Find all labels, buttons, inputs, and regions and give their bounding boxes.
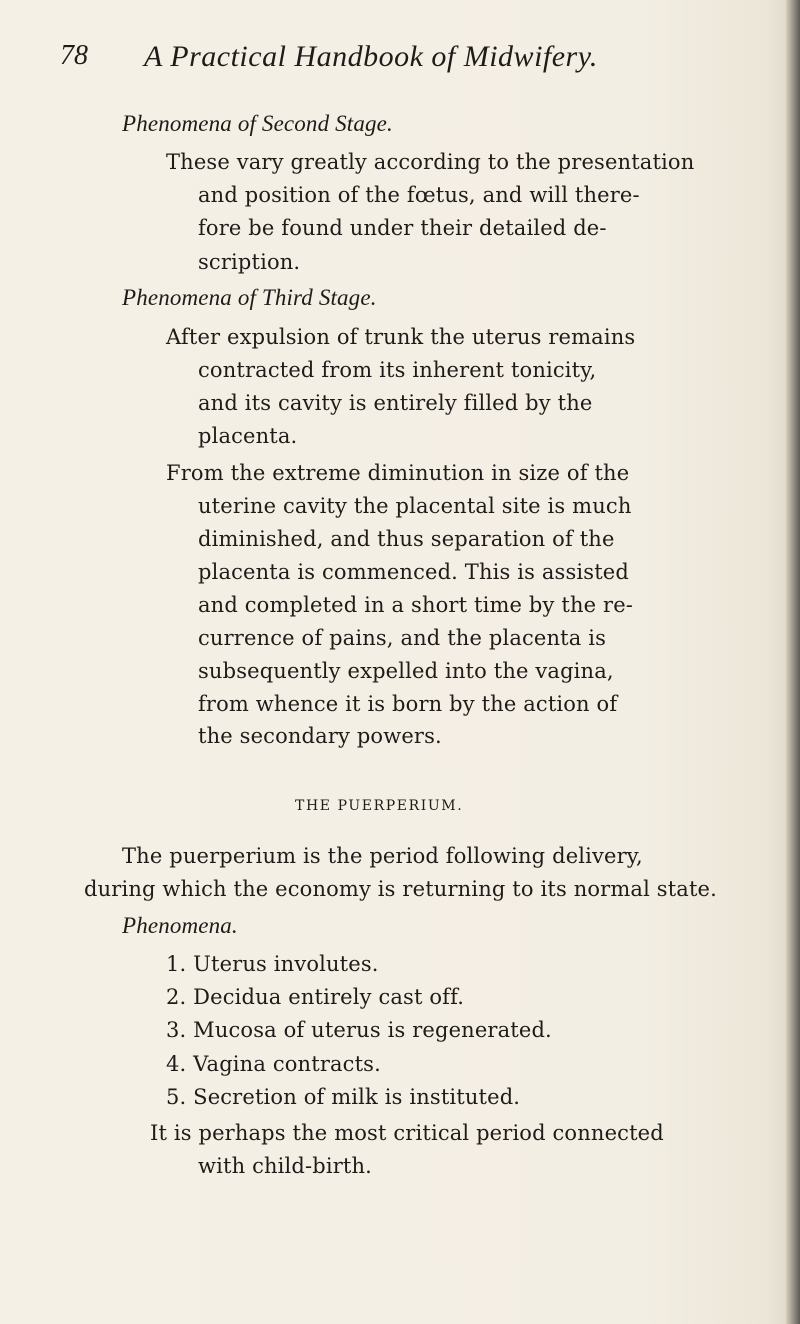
text-line: After expulsion of trunk the uterus remains bbox=[166, 325, 636, 349]
text-line: from whence it is born by the action of bbox=[198, 692, 618, 716]
text-line: and its cavity is entirely filled by the bbox=[198, 391, 593, 415]
text-line: scription. bbox=[198, 250, 301, 274]
text-line: diminished, and thus separation of the bbox=[198, 527, 615, 551]
text-line: subsequently expelled into the vagina, bbox=[198, 659, 614, 683]
text-line: uterine cavity the placental site is much bbox=[198, 494, 632, 518]
list-item: 1. Uterus involutes. bbox=[166, 952, 379, 976]
text-line: placenta is commenced. This is assisted bbox=[198, 560, 629, 584]
text-line: contracted from its inherent tonicity, bbox=[198, 358, 597, 382]
text-line: currence of pains, and the placenta is bbox=[198, 626, 607, 650]
text-line: with child-birth. bbox=[198, 1154, 372, 1178]
running-head bbox=[60, 34, 740, 84]
phenomena-heading: Phenomena. bbox=[122, 913, 238, 938]
section-title: THE PUERPERIUM. bbox=[295, 798, 464, 814]
third-stage-heading: Phenomena of Third Stage. bbox=[122, 285, 377, 310]
list-item: 4. Vagina contracts. bbox=[166, 1052, 381, 1076]
text-line: fore be found under their detailed de- bbox=[198, 216, 607, 240]
text-line: and position of the fœtus, and will there- bbox=[198, 183, 640, 207]
text-line: and completed in a short time by the re- bbox=[198, 593, 634, 617]
text-line: From the extreme diminution in size of the bbox=[166, 461, 630, 485]
text-line: These vary greatly according to the presentation bbox=[166, 150, 695, 174]
page-number: 78 bbox=[60, 40, 88, 71]
text-line: It is perhaps the most critical period connected bbox=[150, 1121, 664, 1145]
list-item: 3. Mucosa of uterus is regenerated. bbox=[166, 1018, 552, 1042]
book-title: A Practical Handbook of Midwifery. bbox=[144, 40, 598, 73]
second-stage-heading: Phenomena of Second Stage. bbox=[122, 111, 393, 136]
text-line: the secondary powers. bbox=[198, 724, 442, 748]
text-line: during which the economy is returning to its normal state. bbox=[84, 877, 717, 901]
page-binding-edge bbox=[786, 0, 800, 1324]
list-item: 2. Decidua entirely cast off. bbox=[166, 985, 465, 1009]
list-item: 5. Secretion of milk is instituted. bbox=[166, 1085, 521, 1109]
text-line: The puerperium is the period following delivery, bbox=[122, 844, 643, 868]
text-line: placenta. bbox=[198, 424, 298, 448]
